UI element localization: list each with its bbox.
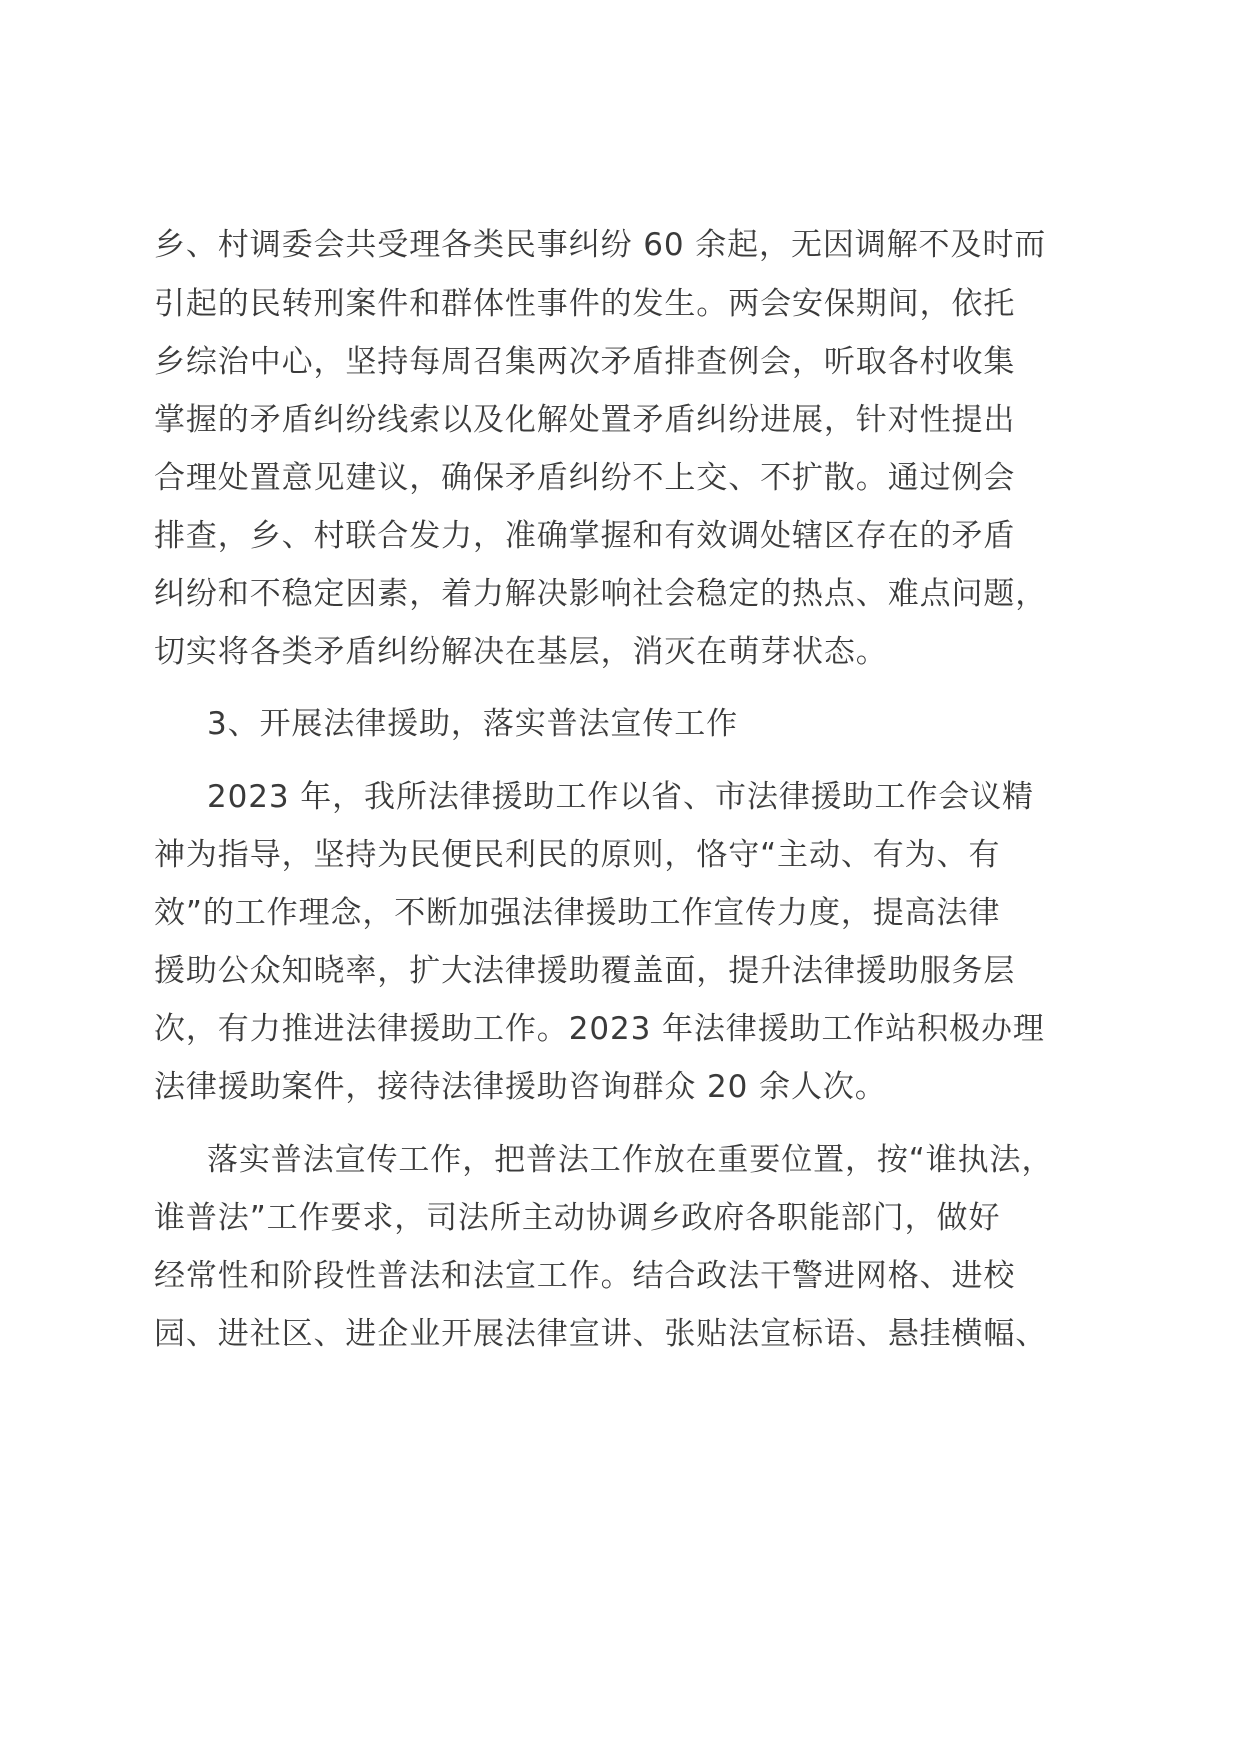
paragraph-line: 掌握的矛盾纠纷线索以及化解处置矛盾纠纷进展，针对性提出 — [154, 402, 1016, 438]
paragraph-line: 排查，乡、村联合发力，准确掌握和有效调处辖区存在的矛盾 — [154, 518, 1016, 554]
paragraph-line: 引起的民转刑案件和群体性事件的发生。两会安保期间，依托 — [154, 286, 1016, 322]
paragraph-line: 落实普法宣传工作，把普法工作放在重要位置，按“谁执法， — [207, 1142, 1054, 1178]
paragraph-line: 援助公众知晓率，扩大法律援助覆盖面，提升法律援助服务层 — [154, 953, 1016, 989]
paragraph-line: 纠纷和不稳定因素，着力解决影响社会稳定的热点、难点问题， — [154, 576, 1048, 612]
paragraph-line: 效”的工作理念，不断加强法律援助工作宣传力度，提高法律 — [154, 895, 1001, 931]
paragraph-line: 神为指导，坚持为民便民利民的原则，恪守“主动、有为、有 — [154, 837, 1001, 873]
paragraph-line: 乡、村调委会共受理各类民事纠纷 60 余起，无因调解不及时而 — [154, 227, 1047, 263]
paragraph-line: 园、进社区、进企业开展法律宣讲、张贴法宣标语、悬挂横幅、 — [154, 1316, 1048, 1352]
paragraph-line: 切实将各类矛盾纠纷解决在基层，消灭在萌芽状态。 — [154, 634, 888, 670]
paragraph-line: 2023 年，我所法律援助工作以省、市法律援助工作会议精 — [207, 779, 1034, 815]
paragraph-line: 经常性和阶段性普法和法宣工作。结合政法干警进网格、进校 — [154, 1258, 1016, 1294]
paragraph-line: 乡综治中心，坚持每周召集两次矛盾排查例会，听取各村收集 — [154, 344, 1016, 380]
paragraph-line: 合理处置意见建议，确保矛盾纠纷不上交、不扩散。通过例会 — [154, 460, 1016, 496]
paragraph-line: 法律援助案件，接待法律援助咨询群众 20 余人次。 — [154, 1069, 887, 1105]
section-heading: 3、开展法律援助，落实普法宣传工作 — [207, 706, 739, 742]
paragraph-line: 次，有力推进法律援助工作。2023 年法律援助工作站积极办理 — [154, 1011, 1045, 1047]
paragraph-line: 谁普法”工作要求，司法所主动协调乡政府各职能部门，做好 — [154, 1200, 1001, 1236]
